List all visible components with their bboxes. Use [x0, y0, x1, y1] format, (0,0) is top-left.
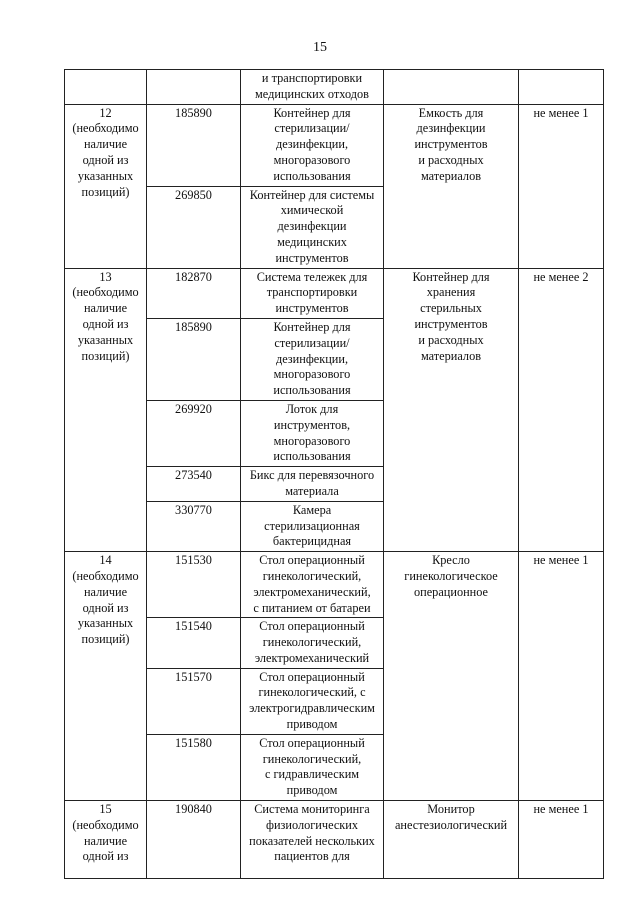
code-cell: 182870	[147, 268, 241, 318]
code-cell: 185890	[147, 318, 241, 400]
quantity-cell: не менее 1	[519, 104, 604, 268]
code-cell: 269850	[147, 186, 241, 268]
code-cell: 151540	[147, 618, 241, 668]
table-row	[65, 268, 604, 318]
quantity-cell	[519, 70, 604, 105]
table-row	[65, 70, 604, 105]
item-name: Стол операционный гинекологический, с гидравлическим приводом	[241, 734, 384, 800]
code-cell: 190840	[147, 801, 241, 879]
item-name: Контейнер для стерилизации/ дезинфекции, многоразового использования	[241, 104, 384, 186]
code-cell: 273540	[147, 467, 241, 502]
quantity-cell: не менее 2	[519, 268, 604, 552]
code-cell: 151530	[147, 552, 241, 618]
equipment-table	[64, 69, 604, 879]
item-name: Система тележек для транспортировки инструментов	[241, 268, 384, 318]
item-name: Контейнер для системы химической дезинфекции медицинских инструментов	[241, 186, 384, 268]
code-cell: 269920	[147, 400, 241, 466]
code-cell: 330770	[147, 501, 241, 551]
position-cell: 13 (необходимо наличие одной из указанных позиций)	[65, 268, 147, 552]
standard-name-cell: Кресло гинекологическое операционное	[384, 552, 519, 801]
code-cell	[147, 70, 241, 105]
item-name: Стол операционный гинекологический, с электрогидравлическим приводом	[241, 668, 384, 734]
table-row	[65, 801, 604, 879]
item-name: и транспортировки медицинских отходов	[241, 70, 384, 105]
page-number: 15	[313, 40, 327, 55]
quantity-cell: не менее 1	[519, 552, 604, 801]
item-name: Камера стерилизационная бактерицидная	[241, 501, 384, 551]
standard-name-cell: Емкость для дезинфекции инструментов и расходных материалов	[384, 104, 519, 268]
standard-name-cell: Контейнер для хранения стерильных инструментов и расходных материалов	[384, 268, 519, 552]
code-cell: 185890	[147, 104, 241, 186]
position-cell	[65, 70, 147, 105]
quantity-cell: не менее 1	[519, 801, 604, 879]
position-cell: 15 (необходимо наличие одной из	[65, 801, 147, 879]
position-cell: 14 (необходимо наличие одной из указанных позиций)	[65, 552, 147, 801]
table-row	[65, 104, 604, 186]
item-name: Контейнер для стерилизации/ дезинфекции, многоразового использования	[241, 318, 384, 400]
code-cell: 151570	[147, 668, 241, 734]
code-cell: 151580	[147, 734, 241, 800]
item-name: Стол операционный гинекологический, электромеханический, с питанием от батареи	[241, 552, 384, 618]
position-cell: 12 (необходимо наличие одной из указанных позиций)	[65, 104, 147, 268]
standard-name-cell: Монитор анестезиологический	[384, 801, 519, 879]
table-row	[65, 552, 604, 618]
item-name: Лоток для инструментов, многоразового использования	[241, 400, 384, 466]
standard-name-cell	[384, 70, 519, 105]
item-name: Бикс для перевязочного материала	[241, 467, 384, 502]
item-name: Стол операционный гинекологический, электромеханический	[241, 618, 384, 668]
item-name: Система мониторинга физиологических показателей нескольких пациентов для	[241, 801, 384, 879]
